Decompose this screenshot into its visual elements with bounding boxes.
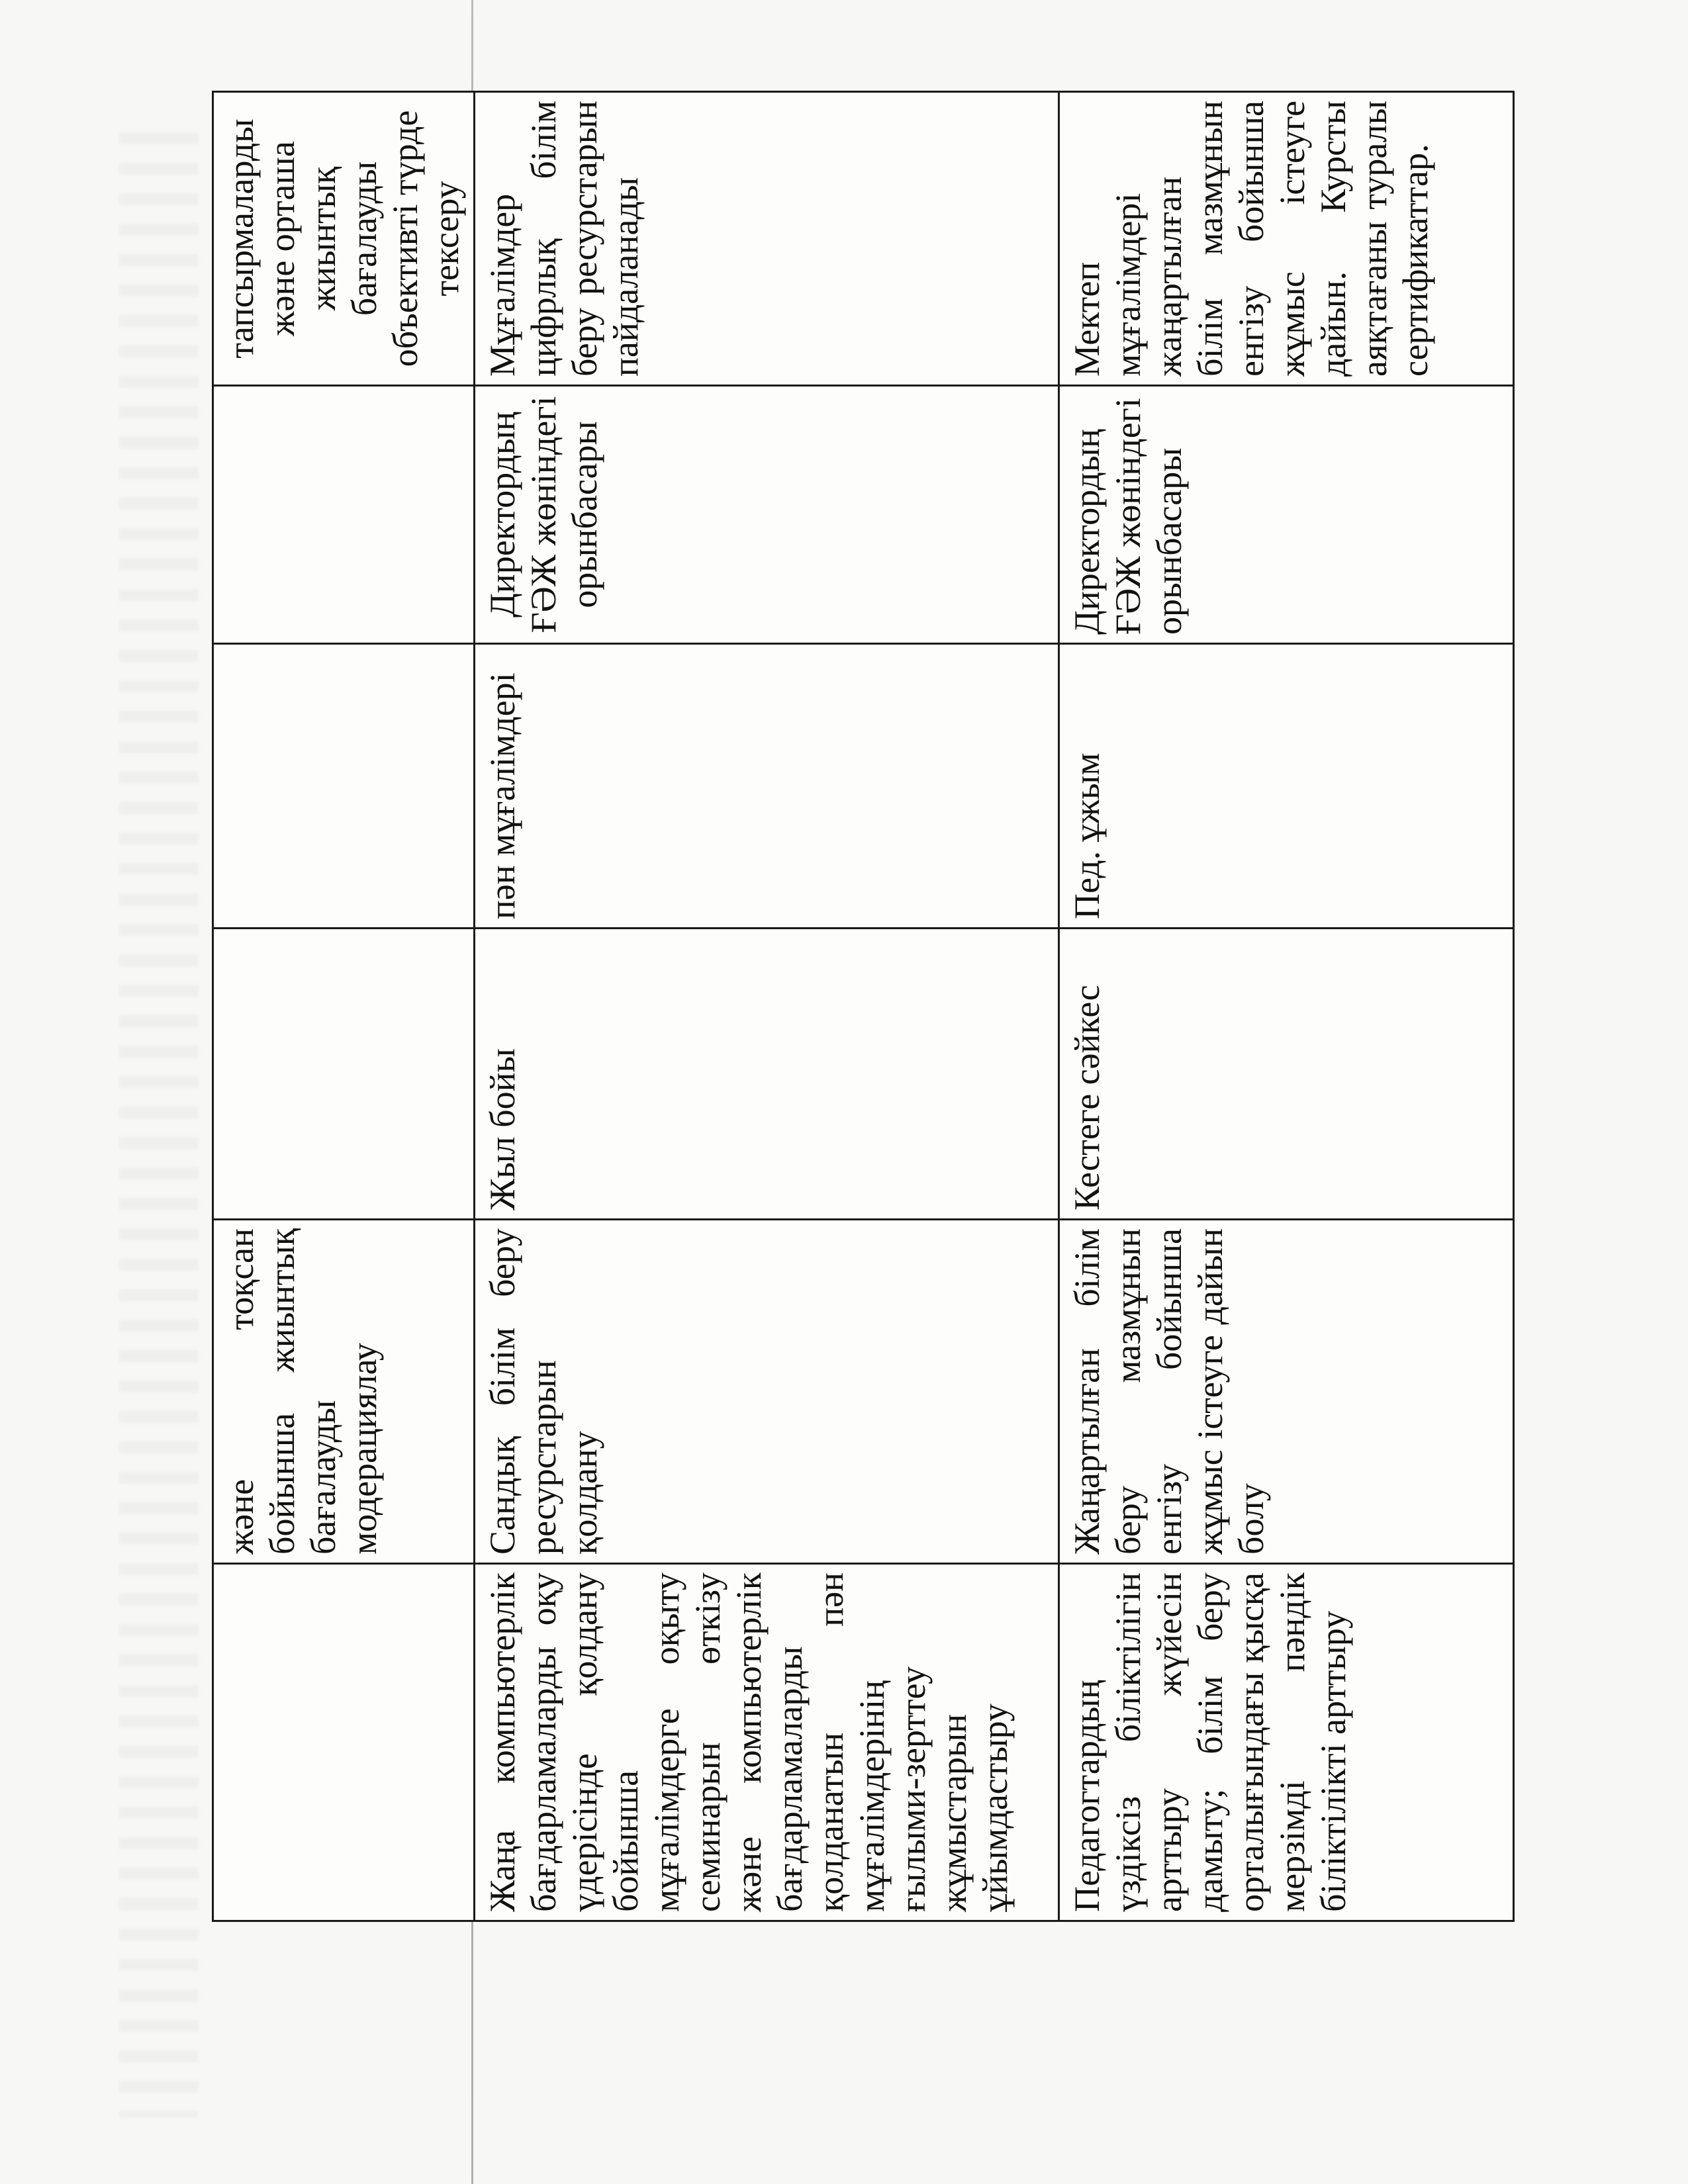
- table-cell: Кестеге сәйкес: [1059, 929, 1514, 1220]
- rotated-page-content: [212, 93, 1435, 1922]
- table-cell: [213, 1564, 475, 1921]
- table-cell: [213, 386, 475, 644]
- table-cell: Директордың ҒӘЖ жөніндегі орынбасары: [1059, 386, 1514, 644]
- table-row: [475, 92, 1059, 1921]
- table-cell: Мұғалімдер цифрлық білім беру ресурстарын пайдаланады: [475, 92, 1059, 386]
- table-cell: пән мұғалімдері: [475, 644, 1059, 929]
- table-cell: және тоқсан бойынша жиынтық бағалауды модерациялау: [213, 1220, 475, 1564]
- table-cell: Жыл бойы: [475, 929, 1059, 1220]
- table-row: [1059, 92, 1514, 1921]
- table-cell: Мектеп мұғалімдері жаңартылған білім мазмұнын енгізу бойынша жұмыс істеуге дайын. Курсты аяқтағаны туралы сертификаттар.: [1059, 92, 1514, 386]
- table-cell: [213, 929, 475, 1220]
- table-cell: Пед. ұжым: [1059, 644, 1514, 929]
- table-cell: [213, 644, 475, 929]
- table-cell: Жаңа компьютерлік бағдарламаларды оқу үдерісінде қолдану бойынша мұғалімдерге оқыту семинарын өткізу және компьютерлік бағдарламаларды қолданатын пән мұғалімдерінің ғылыми-зерттеу жұмыстарын ұйымдастыру: [475, 1564, 1059, 1921]
- table-row: [213, 92, 475, 1921]
- table-cell: Педагогтардың үздіксіз біліктілігін арттыру жүйесін дамыту; білім беру орталығындағы қысқа мерзімді пәндік біліктілікті арттыру: [1059, 1564, 1514, 1921]
- table-cell: Сандық білім беру ресурстарын қолдану: [475, 1220, 1059, 1564]
- table-cell: тапсырмаларды және орташа жиынтық бағалауды объективті түрде тексеру: [213, 92, 475, 386]
- table-cell: Директордың ҒӘЖ жөніндегі орынбасары: [475, 386, 1059, 644]
- scan-bleed-through: [119, 132, 199, 2118]
- plan-table: [212, 91, 1515, 1922]
- table-cell: Жаңартылған білім беру мазмұнын енгізу бойынша жұмыс істеуге дайын болу: [1059, 1220, 1514, 1564]
